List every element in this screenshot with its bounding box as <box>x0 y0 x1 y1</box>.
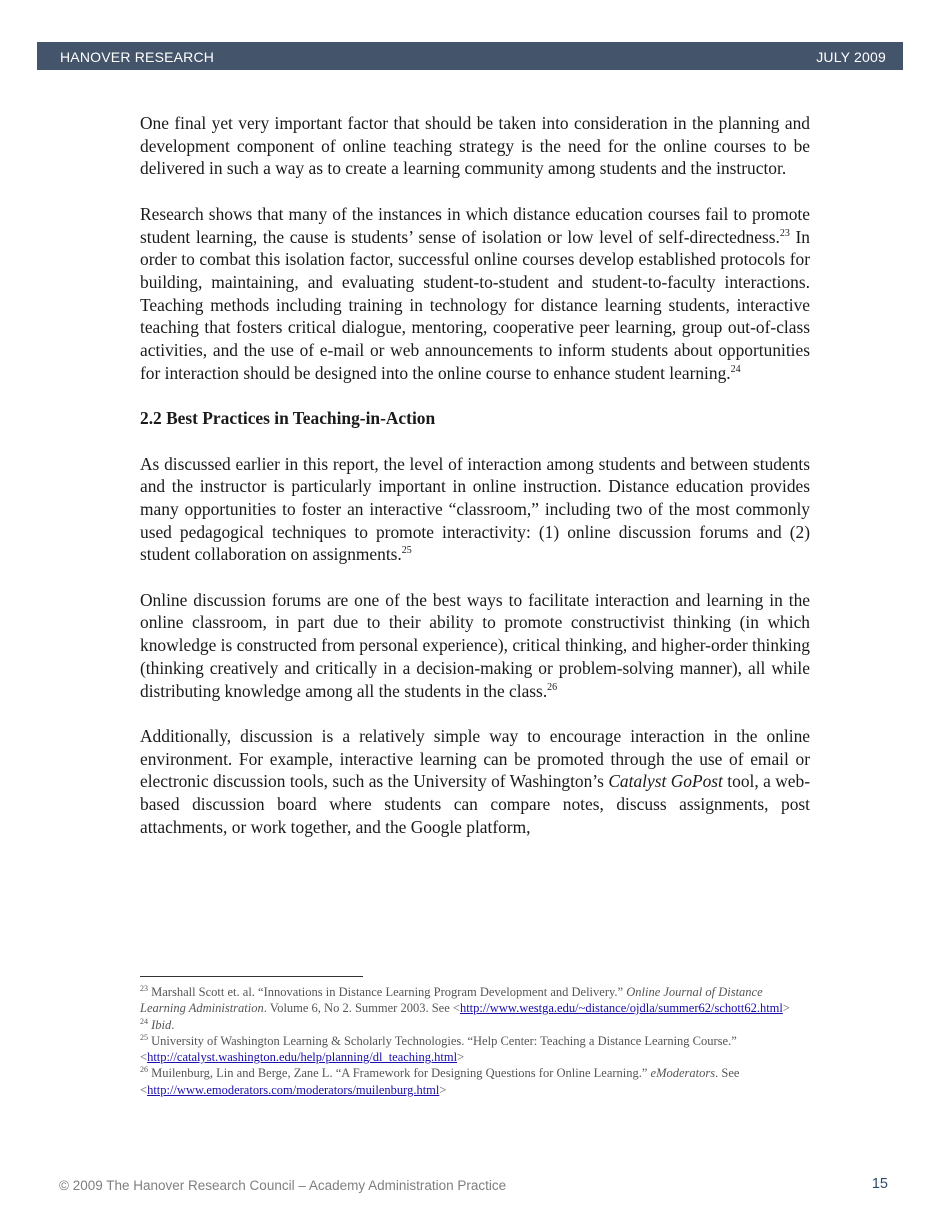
footnotes <box>140 984 810 1098</box>
footnote-25: $^{25}$ University of Washington Learning & Scholarly Technologies. “Help Center: Teaching a Distance Learning Course.” <http://catalyst.washington.edu/help/planning/dl_teaching.html> <box>140 1032 737 1065</box>
footnote-25-link[interactable]: http://catalyst.washington.edu/help/planning/dl_teaching.html <box>147 1050 458 1065</box>
paragraph-4: Online discussion forums are one of the best ways to facilitate interaction and learning in the online classroom, in part due to their ability to promote constructivist thinking (in which knowledge is constructed from personal experience), critical thinking, and higher-order thinking (thinking creatively and critically in a decision-making or problem-solving manner), all while distributing knowledge among all the students in the class.$^{26}$ <box>140 589 810 701</box>
footnote-ref-24[interactable]: 24 <box>730 363 741 375</box>
section-heading: 2.2 Best Practices in Teaching-in-Action <box>140 408 436 429</box>
paragraph-5: Additionally, discussion is a relatively simple way to encourage interaction in the online environment. For example, interactive learning can be promoted through the use of email or electronic discussion tools, such as the University of Washington’s Catalyst GoPost tool, a web-based discussion board where students can compare notes, discuss assignments, post attachments, or work together, and the Google platform, <box>140 725 811 837</box>
footer-copyright: © 2009 The Hanover Research Council – Academy Administration Practice <box>59 1178 507 1193</box>
header-bar <box>37 42 903 70</box>
footnote-24: $^{24}$ Ibid. <box>140 1016 175 1032</box>
paragraph-1: One final yet very important factor that should be taken into consideration in the planning and development component of online teaching strategy is the need for the online courses to be delivered in such a way as to create a learning community among students and the instructor. <box>140 113 810 179</box>
paragraph-2: Research shows that many of the instances in which distance education courses fail to promote student learning, the cause is students’ sense of isolation or low level of self-directedness.$^{23}$ In order to combat this isolation factor, successful online courses develop established protocols for building, maintaining, and evaluating student-to-student and student-to-faculty interactions. Teaching methods including training in technology for distance learning students, interactive teaching that fosters critical dialogue, mentoring, cooperative peer learning, group out-of-class activities, and the use of e-mail or web announcements to inform students about opportunities for interaction should be designed into the online course to enhance student learning.$^{24}$ <box>140 203 810 383</box>
paragraph-3: As discussed earlier in this report, the level of interaction among students and between students and the instructor is particularly important in online instruction. Distance education provides many opportunities to foster an interactive “classroom,” including two of the most commonly used pedagogical techniques to promote interactivity: (1) online discussion forums and (2) student collaboration on assignments.$^{25}$ <box>140 453 810 565</box>
footnote-23-link[interactable]: http://www.westga.edu/~distance/ojdla/summer62/schott62.html <box>459 1001 783 1016</box>
footnote-ref-25[interactable]: 25 <box>401 545 412 557</box>
page-number: 15 <box>871 1176 888 1192</box>
header-org: HANOVER RESEARCH <box>60 49 215 65</box>
footnote-separator <box>140 976 363 977</box>
footnote-26-link[interactable]: http://www.emoderators.com/moderators/muilenburg.html <box>147 1082 440 1097</box>
catalyst-gopost-title: Catalyst GoPost <box>608 771 723 792</box>
header-date: JULY 2009 <box>816 49 886 65</box>
footnote-26: $^{26}$ Muilenburg, Lin and Berge, Zane L. “A Framework for Designing Questions for Online Learning.” eModerators. See <http://www.emoderators.com/moderators/muilenburg.html> <box>140 1065 740 1097</box>
main-content <box>140 112 810 861</box>
footnote-ref-23[interactable]: 23 <box>779 227 790 239</box>
footnote-23: $^{23}$ Marshall Scott et. al. “Innovations in Distance Learning Program Development and Delivery.” Online Journal of Distance Learning Administration. Volume 6, No 2. Summer 2003. See <http://www.westga.edu/~distance/ojdla/summer62/schott62.html> <box>140 983 790 1016</box>
footnote-ref-26[interactable]: 26 <box>547 681 558 693</box>
